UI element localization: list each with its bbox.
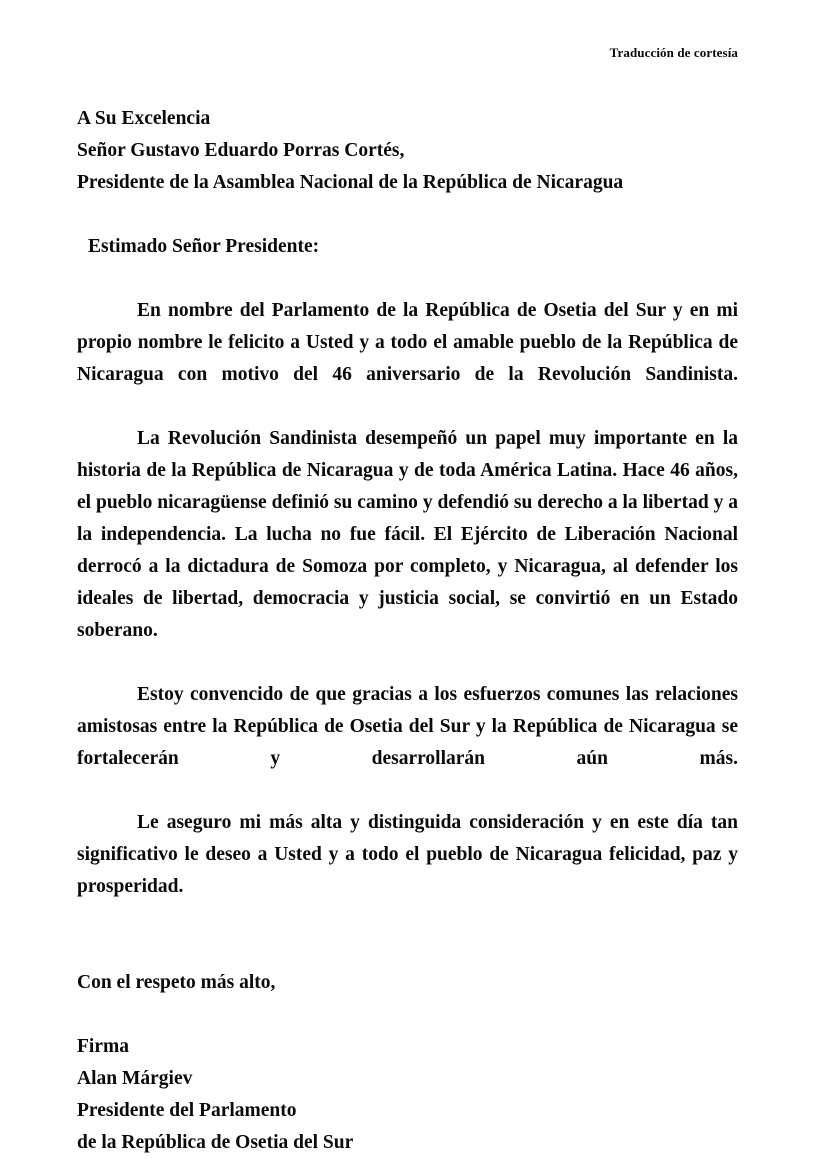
signature-line-title: Presidente del Parlamento bbox=[77, 1100, 297, 1121]
addressee-block bbox=[77, 103, 738, 199]
courtesy-translation-note: Traducción de cortesía bbox=[609, 45, 738, 60]
addressee-line-title: Presidente de la Asamblea Nacional de la República de Nicaragua bbox=[77, 172, 624, 193]
closing-salutation: Con el respeto más alto, bbox=[77, 972, 276, 993]
salutation: Estimado Señor Presidente: bbox=[88, 236, 320, 257]
addressee-line-name: Señor Gustavo Eduardo Porras Cortés, bbox=[77, 140, 405, 161]
signature-line-institution: de la República de Osetia del Sur bbox=[77, 1132, 354, 1153]
body-paragraph-1: En nombre del Parlamento de la República de Osetia del Sur y en mi propio nombre le felicito a Usted y a todo el amable pueblo de la República de Nicaragua con motivo del 46 aniversario de la Revolución Sandinista. bbox=[77, 300, 738, 385]
signature-block bbox=[77, 999, 738, 1159]
addressee-line-excellency: A Su Excelencia bbox=[77, 108, 211, 129]
signature-line-firma: Firma bbox=[77, 1036, 129, 1057]
letter-body bbox=[77, 103, 738, 1159]
signature-line-name: Alan Márgiev bbox=[77, 1068, 193, 1089]
body-paragraph-2: La Revolución Sandinista desempeñó un papel muy importante en la historia de la República de Nicaragua y de toda América Latina. Hace 46 años, el pueblo nicaragüense definió su camino y defendió su derecho a la libertad y a la independencia. La lucha no fue fácil. El Ejército de Liberación Nacional derrocó a la dictadura de Somoza por completo, y Nicaragua, al defender los ideales de libertad, democracia y justicia social, se convirtió en un Estado soberano. bbox=[77, 428, 738, 641]
body-paragraph-3: Estoy convencido de que gracias a los esfuerzos comunes las relaciones amistosas entre la República de Osetia del Sur y la República de Nicaragua se fortalecerán y desarrollarán aún más. bbox=[77, 684, 738, 769]
body-paragraph-4: Le aseguro mi más alta y distinguida consideración y en este día tan significativo le deseo a Usted y a todo el pueblo de Nicaragua felicidad, paz y prosperidad. bbox=[77, 812, 738, 897]
